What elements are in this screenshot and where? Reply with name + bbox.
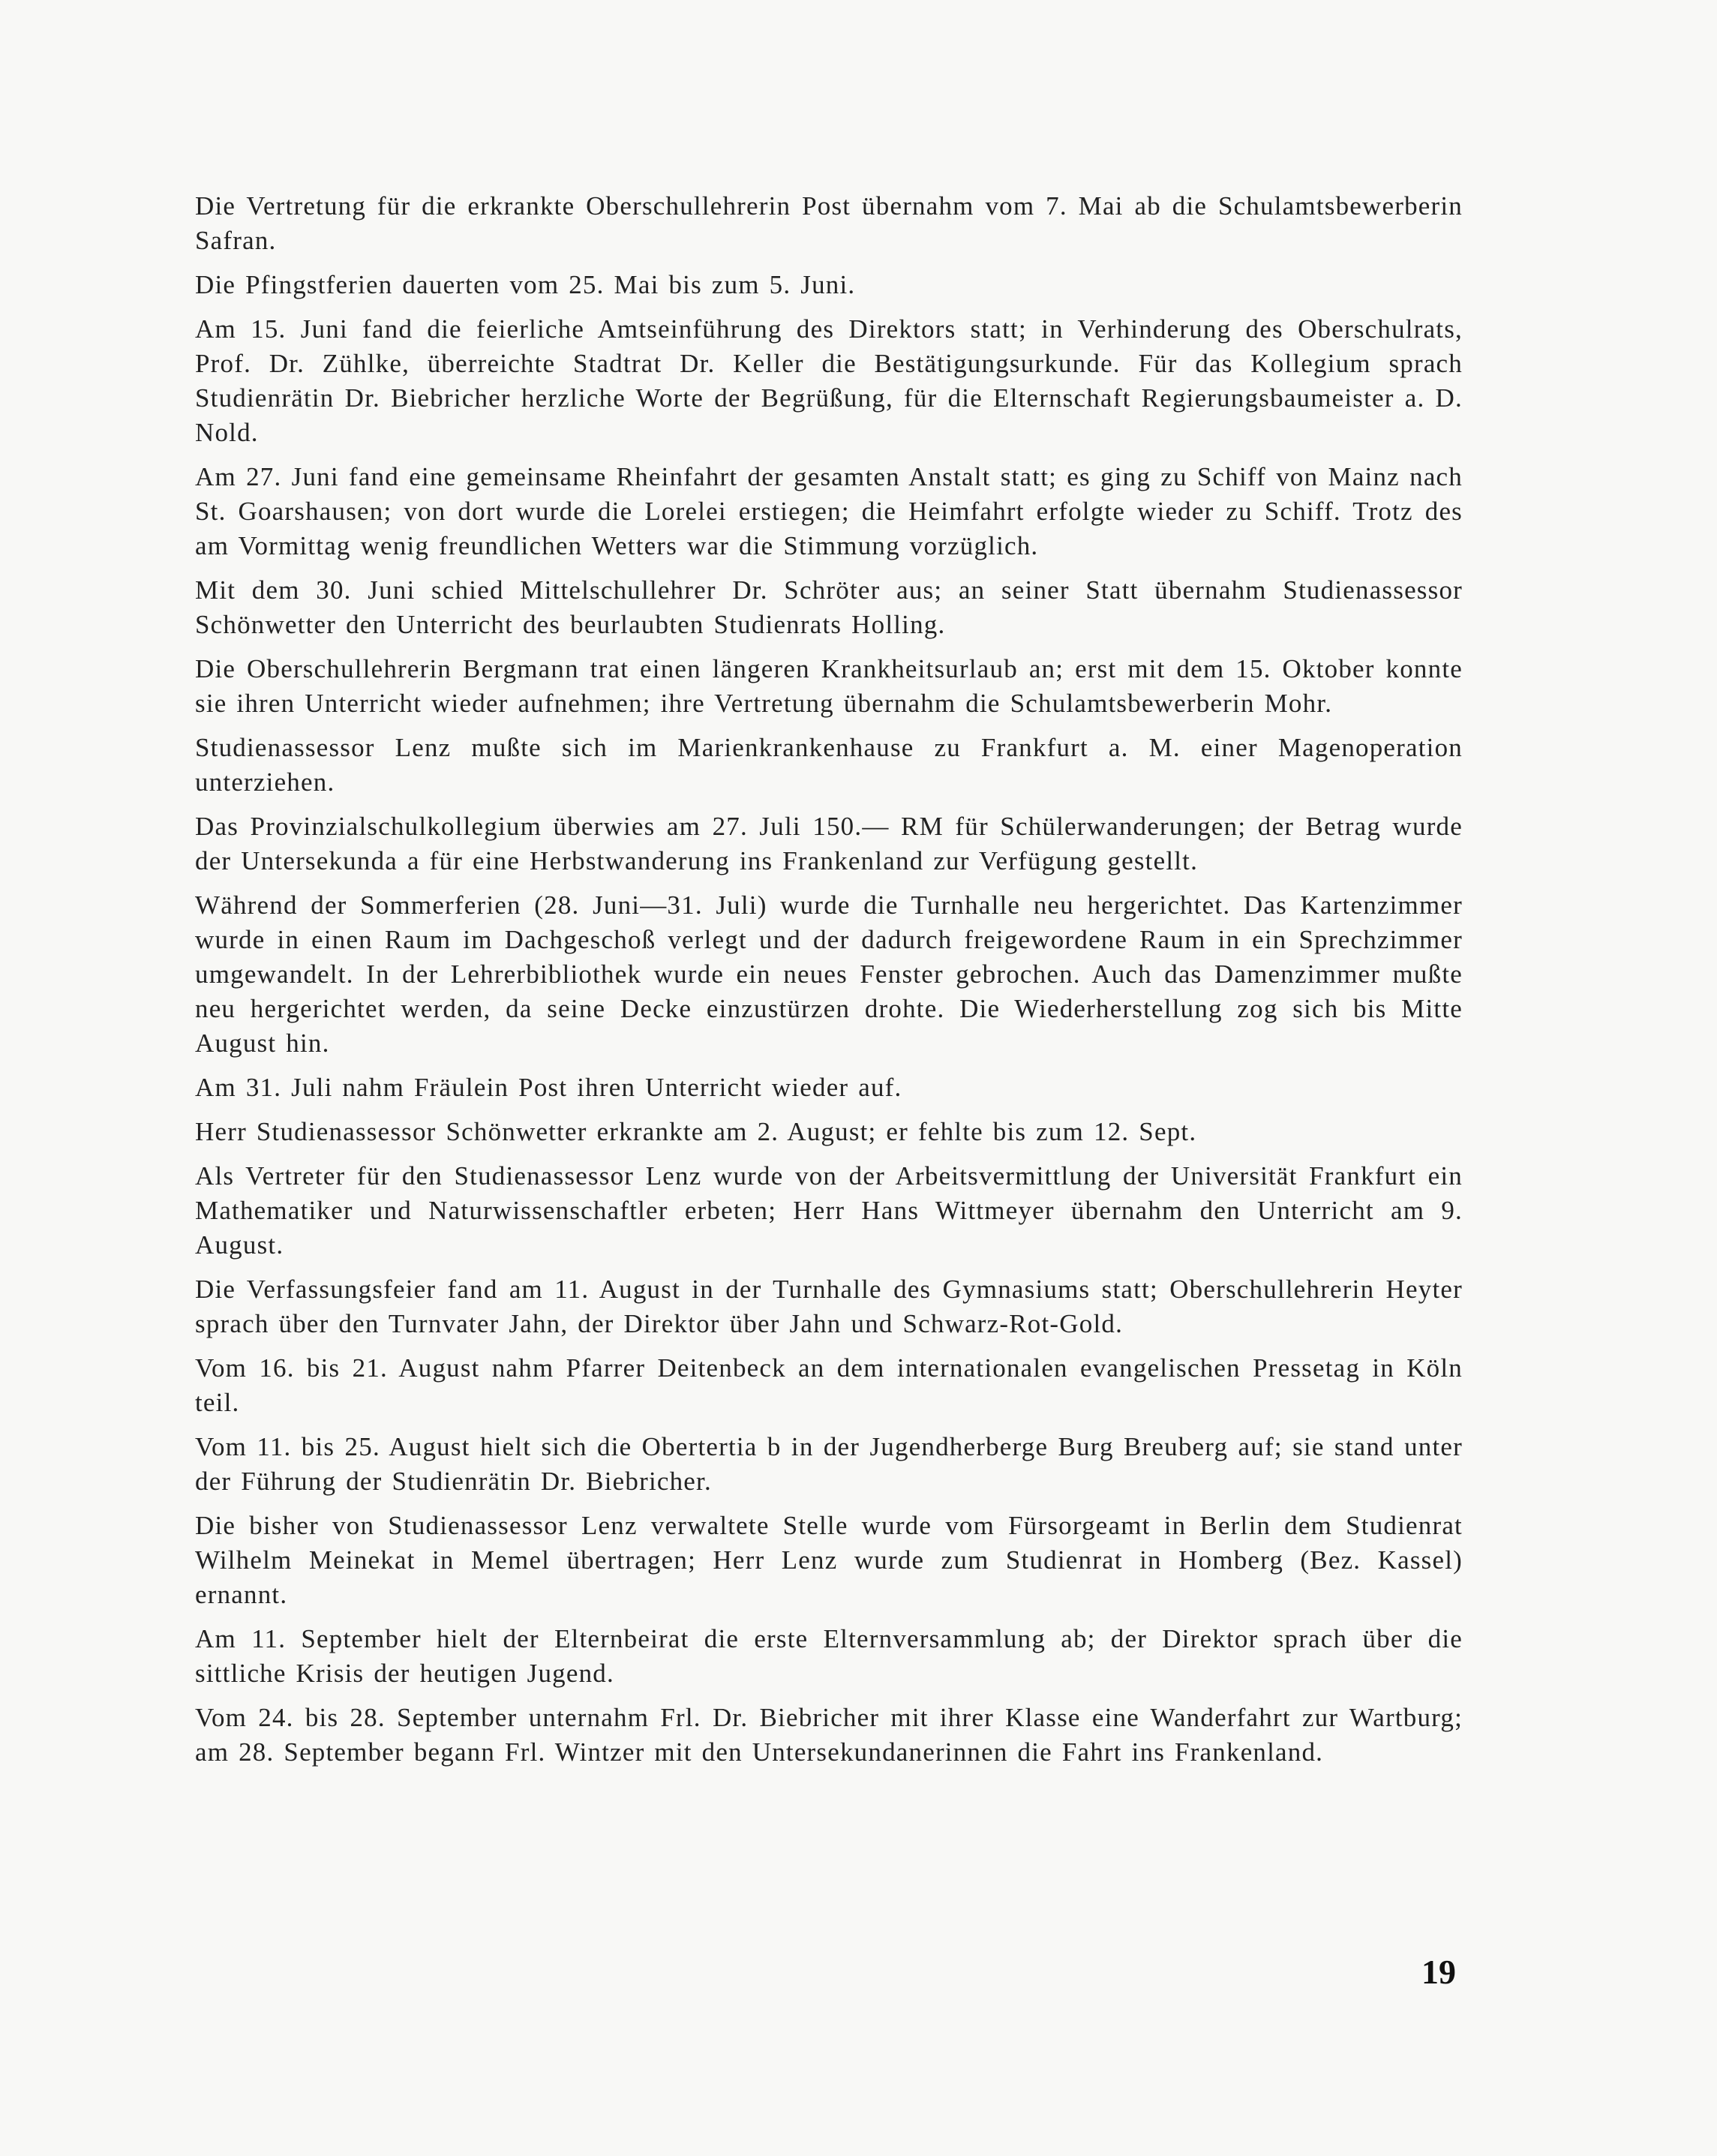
paragraph: Mit dem 30. Juni schied Mittelschullehrer Dr. Schröter aus; an seiner Statt übernahm Studienassessor Schönwetter den Unterricht des beurlaubten Studienrats Holling. xyxy=(195,575,1463,639)
paragraph: Während der Sommerferien (28. Juni—31. Juli) wurde die Turnhalle neu hergerichtet. Das Kartenzimmer wurde in einen Raum im Dachgeschoß verlegt und der dadurch freigewordene Raum in ein Sprechzimmer umgewandelt. In der Lehrerbibliothek wurde ein neues Fenster gebrochen. Auch das Damenzimmer mußte neu hergerichtet werden, da seine Decke einzustürzen drohte. Die Wiederherstellung zog sich bis Mitte August hin. xyxy=(195,890,1463,1058)
paragraph: Die Oberschullehrerin Bergmann trat einen längeren Krankheitsurlaub an; erst mit dem 15. Oktober konnte sie ihren Unterricht wieder aufnehmen; ihre Vertretung übernahm die Schulamtsbewerberin Mohr. xyxy=(195,654,1463,718)
paragraph: Studienassessor Lenz mußte sich im Marienkrankenhause zu Frankfurt a. M. einer Magenoperation unterziehen. xyxy=(195,733,1463,797)
paragraph: Die bisher von Studienassessor Lenz verwaltete Stelle wurde vom Fürsorgeamt in Berlin dem Studienrat Wilhelm Meinekat in Memel übertragen; Herr Lenz wurde zum Studienrat in Homberg (Bez. Kassel) ernannt. xyxy=(195,1511,1463,1609)
paragraph: Als Vertreter für den Studienassessor Lenz wurde von der Arbeitsvermittlung der Universität Frankfurt ein Mathematiker und Naturwissenschaftler erbeten; Herr Hans Wittmeyer übernahm den Unterricht am 9. August. xyxy=(195,1161,1463,1260)
paragraph: Am 31. Juli nahm Fräulein Post ihren Unterricht wieder auf. xyxy=(195,1073,902,1102)
document-body xyxy=(195,189,1463,1779)
paragraph: Am 11. September hielt der Elternbeirat die erste Elternversammlung ab; der Direktor sprach über die sittliche Krisis der heutigen Jugend. xyxy=(195,1624,1463,1688)
paragraph: Die Verfassungsfeier fand am 11. August in der Turnhalle des Gymnasiums statt; Oberschullehrerin Heyter sprach über den Turnvater Jahn, der Direktor über Jahn und Schwarz-Rot-Gold. xyxy=(195,1275,1463,1338)
paragraph: Vom 24. bis 28. September unternahm Frl. Dr. Biebricher mit ihrer Klasse eine Wanderfahrt zur Wartburg; am 28. September begann Frl. Wintzer mit den Untersekundanerinnen die Fahrt ins Frankenland. xyxy=(195,1703,1463,1767)
paragraph: Die Pfingstferien dauerten vom 25. Mai bis zum 5. Juni. xyxy=(195,270,856,299)
paragraph: Vom 11. bis 25. August hielt sich die Obertertia b in der Jugendherberge Burg Breuberg auf; sie stand unter der Führung der Studienrätin Dr. Biebricher. xyxy=(195,1432,1463,1496)
page-number: 19 xyxy=(1421,1953,1456,1991)
paragraph: Die Vertretung für die erkrankte Oberschullehrerin Post übernahm vom 7. Mai ab die Schulamtsbewerberin Safran. xyxy=(195,191,1463,255)
paragraph: Vom 16. bis 21. August nahm Pfarrer Deitenbeck an dem internationalen evangelischen Pressetag in Köln teil. xyxy=(195,1353,1463,1417)
paragraph: Das Provinzialschulkollegium überwies am 27. Juli 150.— RM für Schülerwanderungen; der Betrag wurde der Untersekunda a für eine Herbstwanderung ins Frankenland zur Verfügung gestellt. xyxy=(195,812,1463,875)
paragraph: Am 27. Juni fand eine gemeinsame Rheinfahrt der gesamten Anstalt statt; es ging zu Schiff von Mainz nach St. Goarshausen; von dort wurde die Lorelei erstiegen; die Heimfahrt erfolgte wieder zu Schiff. Trotz des am Vormittag wenig freundlichen Wetters war die Stimmung vorzüglich. xyxy=(195,462,1463,560)
paragraph: Am 15. Juni fand die feierliche Amtseinführung des Direktors statt; in Verhinderung des Oberschulrats, Prof. Dr. Zühlke, überreichte Stadtrat Dr. Keller die Bestätigungsurkunde. Für das Kollegium sprach Studienrätin Dr. Biebricher herzliche Worte der Begrüßung, für die Elternschaft Regierungsbaumeister a. D. Nold. xyxy=(195,314,1463,447)
paragraph: Herr Studienassessor Schönwetter erkrankte am 2. August; er fehlte bis zum 12. Sept. xyxy=(195,1117,1197,1146)
